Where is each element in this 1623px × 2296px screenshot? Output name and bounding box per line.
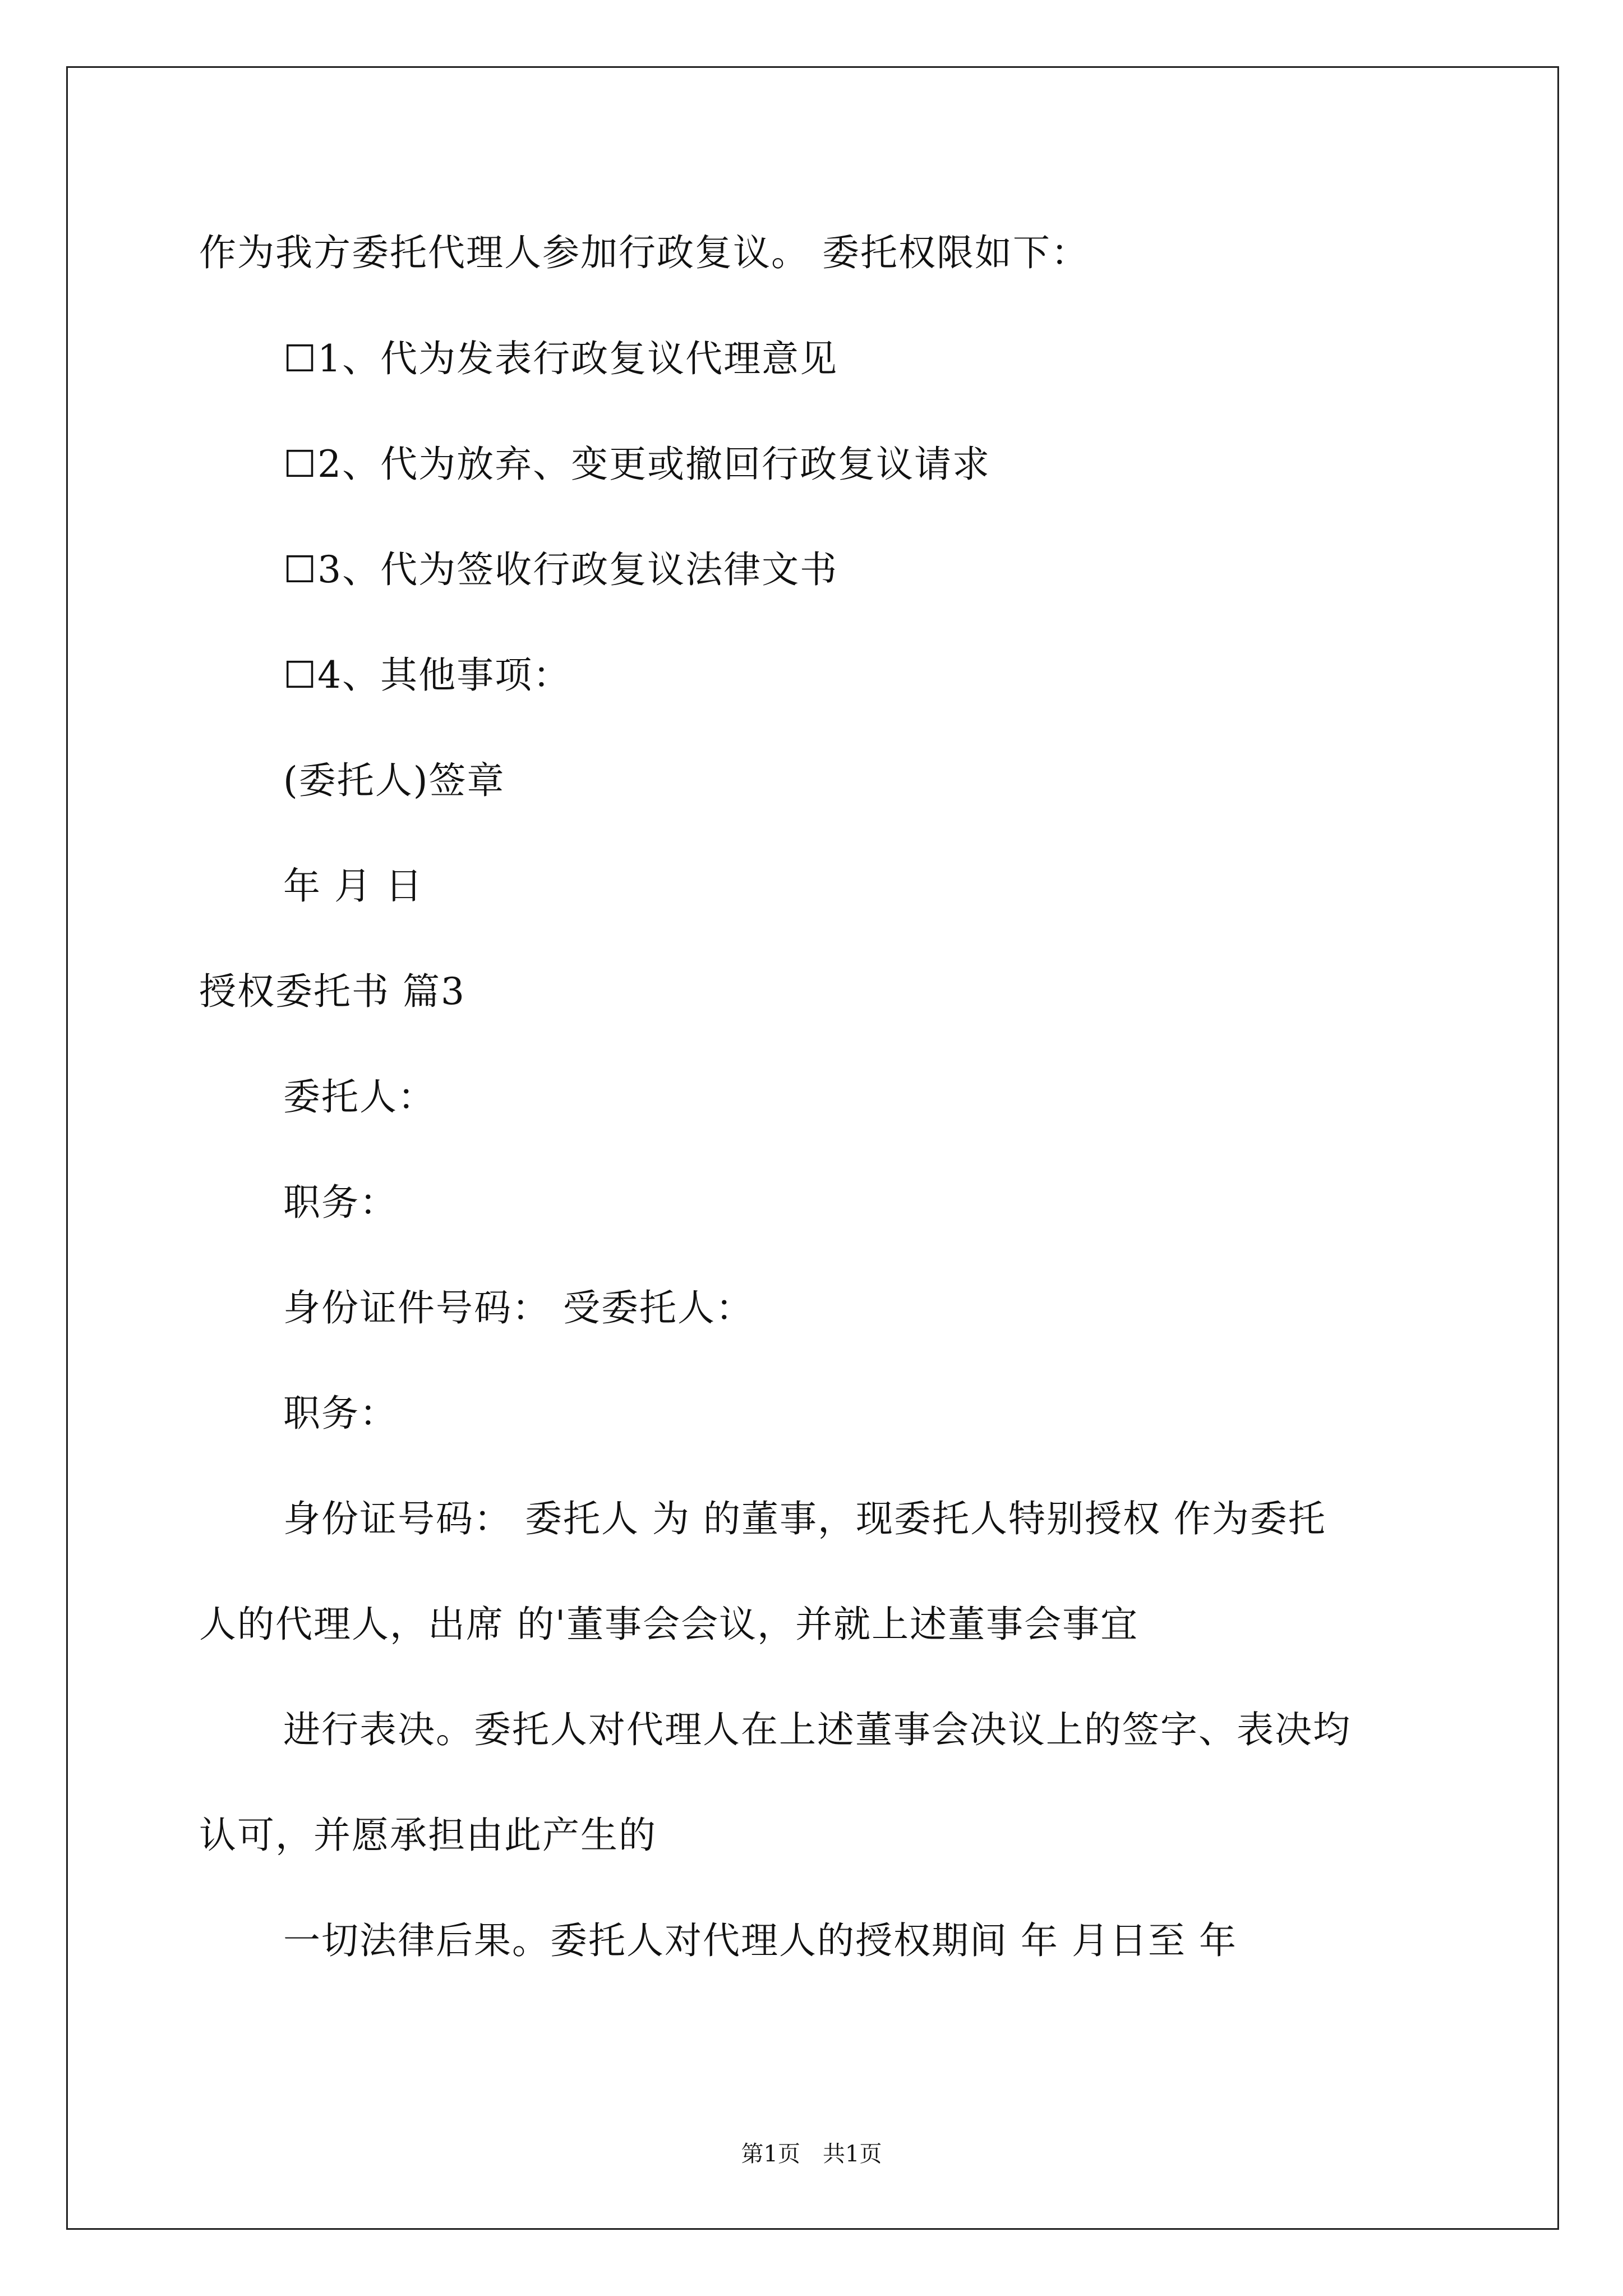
text-line: 认可，并愿承担由此产生的 [199,1814,657,1857]
checkbox-item: ☐1、代为发表行政复议代理意见 [283,337,838,380]
signature-line: (委托人)签章 [283,759,505,802]
checkbox-item: ☐4、其他事项： [283,654,571,697]
section-heading: 授权委托书 篇3 [199,970,465,1013]
text-line: 委托人： [283,1075,436,1119]
text-line: 职务： [283,1181,398,1224]
checkbox-item: ☐3、代为签收行政复议法律文书 [283,548,838,591]
page-footer [0,2140,1623,2168]
text-line: 身份证件号码： 受委托人： [283,1286,754,1329]
text-line: 职务： [283,1392,398,1435]
page-total: 共1页 [823,2141,882,2167]
text-line: 人的代理人，出席 的'董事会会议，并就上述董事会事宜 [199,1603,1139,1646]
text-line: 进行表决。委托人对代理人在上述董事会决议上的签字、表决均 [283,1708,1351,1751]
text-line: 一切法律后果。委托人对代理人的授权期间 年 月日至 年 [283,1919,1237,1962]
page-border [66,66,1559,2230]
page-number: 第1页 [741,2141,800,2167]
checkbox-item: ☐2、代为放弃、变更或撤回行政复议请求 [283,443,991,486]
text-line: 作为我方委托代理人参加行政复议。 委托权限如下： [199,231,1089,274]
text-line: 身份证号码： 委托人 为 的董事，现委托人特别授权 作为委托 [283,1497,1326,1540]
date-line: 年 月 日 [283,864,423,908]
